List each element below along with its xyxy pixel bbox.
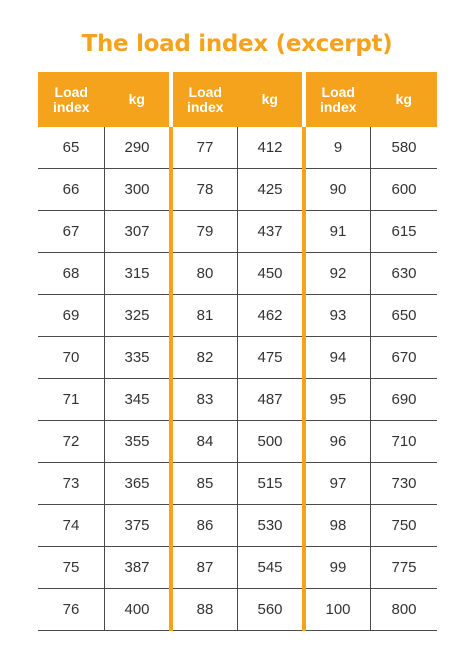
cell-kg: 335 [105, 337, 172, 379]
cell-load-index: 88 [171, 589, 238, 631]
table-row [38, 421, 437, 463]
cell-kg: 400 [105, 589, 172, 631]
cell-load-index: 66 [38, 169, 105, 211]
cell-kg: 450 [238, 253, 305, 295]
cell-load-index: 69 [38, 295, 105, 337]
cell-kg: 412 [238, 127, 305, 169]
cell-kg: 462 [238, 295, 305, 337]
cell-kg: 690 [371, 379, 438, 421]
table-body [38, 127, 437, 631]
cell-kg: 475 [238, 337, 305, 379]
table-header [38, 72, 437, 127]
cell-kg: 307 [105, 211, 172, 253]
cell-load-index: 71 [38, 379, 105, 421]
cell-kg: 300 [105, 169, 172, 211]
cell-kg: 365 [105, 463, 172, 505]
cell-load-index: 96 [304, 421, 371, 463]
table-row [38, 463, 437, 505]
cell-kg: 710 [371, 421, 438, 463]
header-label-line: kg [128, 91, 145, 107]
cell-kg: 775 [371, 547, 438, 589]
header-label-line: index [52, 98, 90, 115]
table-row [38, 253, 437, 295]
table-row [38, 505, 437, 547]
table-row [38, 127, 437, 169]
cell-kg: 325 [105, 295, 172, 337]
cell-load-index: 86 [171, 505, 238, 547]
cell-kg: 545 [238, 547, 305, 589]
cell-kg: 425 [238, 169, 305, 211]
table-row [38, 547, 437, 589]
header-kg-2 [238, 72, 305, 127]
cell-kg: 530 [238, 505, 305, 547]
cell-load-index: 75 [38, 547, 105, 589]
cell-kg: 800 [371, 589, 438, 631]
cell-load-index: 97 [304, 463, 371, 505]
header-load-index-1 [38, 72, 105, 127]
cell-kg: 560 [238, 589, 305, 631]
cell-load-index: 67 [38, 211, 105, 253]
load-index-table [38, 72, 437, 631]
header-kg-1 [105, 72, 172, 127]
page-title: The load index (excerpt) [81, 31, 393, 57]
cell-kg: 437 [238, 211, 305, 253]
cell-load-index: 93 [304, 295, 371, 337]
table-row [38, 337, 437, 379]
header-label-line: index [319, 98, 357, 115]
cell-load-index: 90 [304, 169, 371, 211]
cell-kg: 500 [238, 421, 305, 463]
cell-load-index: 80 [171, 253, 238, 295]
header-label-line: index [186, 98, 224, 115]
cell-load-index: 83 [171, 379, 238, 421]
cell-load-index: 81 [171, 295, 238, 337]
table-row [38, 169, 437, 211]
cell-kg: 600 [371, 169, 438, 211]
cell-kg: 345 [105, 379, 172, 421]
cell-load-index: 84 [171, 421, 238, 463]
cell-load-index: 100 [304, 589, 371, 631]
cell-kg: 487 [238, 379, 305, 421]
cell-kg: 375 [105, 505, 172, 547]
cell-kg: 670 [371, 337, 438, 379]
header-row [38, 72, 437, 127]
header-load-index-3 [304, 72, 371, 127]
cell-load-index: 74 [38, 505, 105, 547]
cell-load-index: 92 [304, 253, 371, 295]
cell-kg: 290 [105, 127, 172, 169]
cell-kg: 315 [105, 253, 172, 295]
table-row [38, 589, 437, 631]
cell-load-index: 85 [171, 463, 238, 505]
cell-kg: 387 [105, 547, 172, 589]
cell-load-index: 82 [171, 337, 238, 379]
cell-load-index: 72 [38, 421, 105, 463]
table-row [38, 295, 437, 337]
cell-kg: 615 [371, 211, 438, 253]
cell-load-index: 95 [304, 379, 371, 421]
cell-kg: 630 [371, 253, 438, 295]
cell-load-index: 99 [304, 547, 371, 589]
cell-load-index: 98 [304, 505, 371, 547]
cell-kg: 750 [371, 505, 438, 547]
cell-load-index: 65 [38, 127, 105, 169]
cell-load-index: 79 [171, 211, 238, 253]
header-label-line: Load [54, 83, 88, 100]
table-row [38, 211, 437, 253]
cell-load-index: 78 [171, 169, 238, 211]
cell-load-index: 91 [304, 211, 371, 253]
cell-kg: 515 [238, 463, 305, 505]
header-label-line: kg [261, 91, 278, 107]
cell-load-index: 9 [304, 127, 371, 169]
table-row [38, 379, 437, 421]
cell-load-index: 73 [38, 463, 105, 505]
header-label-line: Load [188, 83, 222, 100]
cell-load-index: 76 [38, 589, 105, 631]
header-kg-3 [371, 72, 438, 127]
cell-load-index: 94 [304, 337, 371, 379]
header-label-line: kg [395, 91, 412, 107]
header-load-index-2 [171, 72, 238, 127]
cell-kg: 355 [105, 421, 172, 463]
cell-load-index: 70 [38, 337, 105, 379]
cell-kg: 580 [371, 127, 438, 169]
cell-kg: 650 [371, 295, 438, 337]
cell-kg: 730 [371, 463, 438, 505]
cell-load-index: 68 [38, 253, 105, 295]
cell-load-index: 87 [171, 547, 238, 589]
cell-load-index: 77 [171, 127, 238, 169]
header-label-line: Load [321, 83, 355, 100]
